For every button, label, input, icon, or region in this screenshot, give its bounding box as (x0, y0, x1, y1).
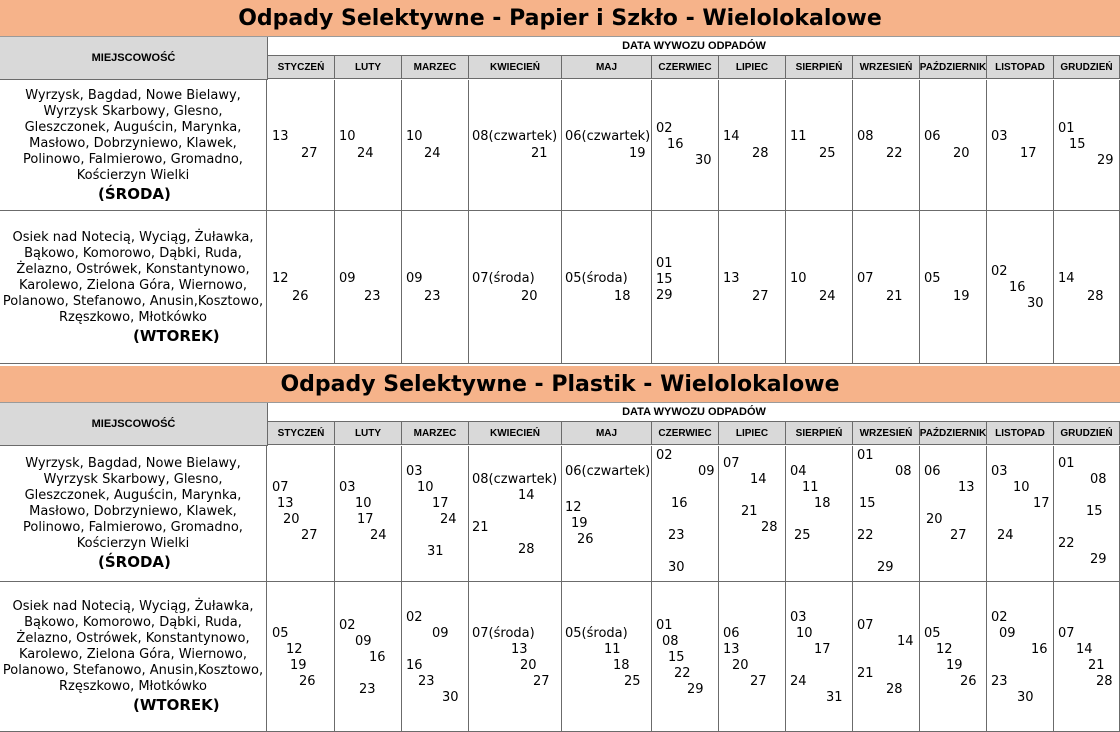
collection-date: 28 (886, 682, 903, 697)
collection-date: 28 (1096, 674, 1113, 689)
month-date-cell (652, 80, 719, 210)
collection-date: 18 (614, 289, 631, 304)
collection-date: 10 (796, 626, 813, 641)
table-row (0, 582, 1120, 732)
collection-date: 31 (826, 690, 843, 705)
collection-date: 01 (857, 448, 874, 463)
collection-date: 10 (355, 496, 372, 511)
location-column-header: MIEJSCOWOŚĆ (0, 37, 268, 80)
collection-date: 14 (750, 472, 767, 487)
month-date-cell (562, 582, 652, 731)
collection-date: 18 (613, 658, 630, 673)
collection-date: 30 (668, 560, 685, 575)
collection-date: 02 (406, 610, 423, 625)
section-title: Odpady Selektywne - Plastik - Wielolokalowe (0, 366, 1120, 403)
collection-date: 08 (1090, 472, 1107, 487)
collection-date: 19 (629, 146, 646, 161)
month-date-cell (562, 211, 652, 363)
collection-date: 23 (991, 674, 1008, 689)
month-date-cell (335, 211, 402, 363)
collection-date: 24 (997, 528, 1014, 543)
collection-weekday: (ŚRODA) (98, 553, 171, 571)
month-date-cell (562, 446, 652, 581)
collection-date: 14 (723, 129, 740, 144)
month-date-cell (1054, 582, 1120, 731)
month-date-cell (469, 211, 562, 363)
month-date-cell (268, 582, 335, 731)
collection-date: 05 (924, 626, 941, 641)
month-date-cell (652, 211, 719, 363)
collection-date: 23 (359, 682, 376, 697)
collection-date: 15 (1069, 137, 1086, 152)
collection-date: 16 (406, 658, 423, 673)
collection-date: 07 (1058, 626, 1075, 641)
table-row (0, 211, 1120, 364)
table-row (0, 80, 1120, 211)
collection-date: 16 (1031, 642, 1048, 657)
month-header: WRZESIEŃ (853, 422, 920, 445)
collection-date: 30 (1017, 690, 1034, 705)
collection-date: 17 (814, 642, 831, 657)
month-header: LISTOPAD (987, 422, 1054, 445)
collection-date: 09 (698, 464, 715, 479)
month-header: WRZESIEŃ (853, 56, 920, 79)
collection-date: 19 (571, 516, 588, 531)
month-date-cell (268, 446, 335, 581)
month-date-cell (920, 211, 987, 363)
month-date-cell (786, 582, 853, 731)
collection-date: 27 (752, 289, 769, 304)
collection-date: 27 (750, 674, 767, 689)
collection-date: 16 (1009, 280, 1026, 295)
collection-date: 24 (370, 528, 387, 543)
collection-date: 05 (272, 626, 289, 641)
collection-date: 03 (790, 610, 807, 625)
month-header: CZERWIEC (652, 422, 719, 445)
month-header: LIPIEC (719, 422, 786, 445)
collection-date: 10 (339, 129, 356, 144)
collection-date: 14 (1058, 271, 1075, 286)
month-header: CZERWIEC (652, 56, 719, 79)
collection-date: 25 (794, 528, 811, 543)
location-list: Wyrzysk, Bagdad, Nowe Bielawy, Wyrzysk Skarbowy, Glesno, Gleszczonek, Auguścin, Marynka, Masłowo, Dobrzyniewo, Klawek, Polinowo, Falmierowo, Gromadno, Kościerzyn Wielki (23, 87, 243, 183)
collection-date: 02 (656, 121, 673, 136)
month-header: MAJ (562, 56, 652, 79)
month-date-cell (1054, 446, 1120, 581)
collection-date: 27 (950, 528, 967, 543)
collection-date: 04 (790, 464, 807, 479)
month-date-cell (652, 446, 719, 581)
collection-date: 18 (814, 496, 831, 511)
month-date-cell (853, 446, 920, 581)
collection-date: 30 (442, 690, 459, 705)
collection-date: 26 (960, 674, 977, 689)
month-header: STYCZEŃ (268, 56, 335, 79)
collection-date: 01 (1058, 121, 1075, 136)
table-header (0, 37, 1120, 80)
collection-date: 22 (1058, 536, 1075, 551)
collection-date: 02 (339, 618, 356, 633)
location-cell (0, 582, 267, 731)
location-column-header: MIEJSCOWOŚĆ (0, 403, 268, 446)
collection-date: 29 (656, 288, 673, 303)
collection-weekday: (WTOREK) (133, 326, 220, 345)
collection-date: 27 (301, 528, 318, 543)
collection-date: 03 (991, 129, 1008, 144)
month-header: KWIECIEŃ (469, 56, 562, 79)
collection-date: 16 (369, 650, 386, 665)
month-date-cell (335, 80, 402, 210)
collection-date: 09 (999, 626, 1016, 641)
collection-date: 05 (924, 271, 941, 286)
month-date-cell (987, 80, 1054, 210)
month-date-cell (853, 211, 920, 363)
collection-date: 03 (991, 464, 1008, 479)
location-list: Osiek nad Notecią, Wyciąg, Żuławka, Bąkowo, Komorowo, Dąbki, Ruda, Żelazno, Ostrówek, Konstantynowo, Karolewo, Zielona Góra, Wiernowo, Polanowo, Stefanowo, Anusin,Kosztowo, Rzęszkowo, Młotkówko (2, 599, 264, 694)
month-header: MARZEC (402, 56, 469, 79)
collection-date: 08 (662, 634, 679, 649)
collection-date: 16 (667, 137, 684, 152)
month-date-cell (402, 446, 469, 581)
collection-date: 15 (668, 650, 685, 665)
collection-weekday: (ŚRODA) (98, 184, 171, 203)
collection-date: 26 (299, 674, 316, 689)
month-header: GRUDZIEŃ (1054, 422, 1120, 445)
collection-date: 23 (418, 674, 435, 689)
collection-date: 12 (936, 642, 953, 657)
month-header: LISTOPAD (987, 56, 1054, 79)
month-header: KWIECIEŃ (469, 422, 562, 445)
table-row (0, 446, 1120, 582)
month-date-cell (469, 446, 562, 581)
collection-date: 13 (723, 271, 740, 286)
month-date-cell (987, 446, 1054, 581)
month-date-cell (469, 582, 562, 731)
collection-date: 28 (752, 146, 769, 161)
collection-date: 20 (521, 289, 538, 304)
collection-date: 16 (671, 496, 688, 511)
collection-date: 21 (531, 146, 548, 161)
collection-date: 15 (1086, 504, 1103, 519)
collection-date: 17 (357, 512, 374, 527)
collection-date: 21 (741, 504, 758, 519)
collection-date: 09 (355, 634, 372, 649)
collection-date: 30 (1027, 296, 1044, 311)
collection-date: 12 (286, 642, 303, 657)
collection-date: 29 (687, 682, 704, 697)
collection-date: 25 (819, 146, 836, 161)
month-date-cell (1054, 211, 1120, 363)
location-cell (0, 80, 267, 210)
collection-date: 06(czwartek) (565, 464, 651, 479)
collection-date: 28 (518, 542, 535, 557)
month-date-cell (469, 80, 562, 210)
location-list: Osiek nad Notecią, Wyciąg, Żuławka, Bąkowo, Komorowo, Dąbki, Ruda, Żelazno, Ostrówek, Konstantynowo, Karolewo, Zielona Góra, Wiernowo, Polanowo, Stefanowo, Anusin,Kosztowo, Rzęszkowo, Młotkówko (2, 229, 264, 325)
month-date-cell (920, 446, 987, 581)
collection-date: 22 (886, 146, 903, 161)
collection-date: 29 (1090, 552, 1107, 567)
collection-weekday: (WTOREK) (133, 696, 220, 714)
collection-date: 06 (924, 129, 941, 144)
collection-date: 20 (926, 512, 943, 527)
collection-date: 24 (440, 512, 457, 527)
collection-date: 13 (958, 480, 975, 495)
collection-date: 08 (857, 129, 874, 144)
collection-date: 06(czwartek) (565, 129, 651, 144)
collection-date: 11 (802, 480, 819, 495)
collection-date: 27 (533, 674, 550, 689)
month-date-cell (652, 582, 719, 731)
collection-date: 09 (339, 271, 356, 286)
collection-date: 15 (656, 272, 673, 287)
collection-date: 21 (857, 666, 874, 681)
month-date-cell (402, 80, 469, 210)
collection-date: 10 (417, 480, 434, 495)
section-title: Odpady Selektywne - Papier i Szkło - Wielolokalowe (0, 0, 1120, 37)
collection-date: 06 (924, 464, 941, 479)
collection-date: 28 (761, 520, 778, 535)
collection-date: 15 (859, 496, 876, 511)
collection-date: 12 (272, 271, 289, 286)
collection-date: 17 (1020, 146, 1037, 161)
collection-date: 08(czwartek) (472, 129, 558, 144)
month-date-cell (853, 80, 920, 210)
month-date-cell (402, 211, 469, 363)
month-date-cell (335, 582, 402, 731)
collection-date: 21 (472, 520, 489, 535)
collection-date: 20 (283, 512, 300, 527)
month-header: MARZEC (402, 422, 469, 445)
collection-date: 08(czwartek) (472, 472, 558, 487)
month-date-cell (920, 582, 987, 731)
collection-date: 07(środa) (472, 626, 535, 641)
month-header: SIERPIEŃ (786, 422, 853, 445)
collection-date: 08 (895, 464, 912, 479)
month-date-cell (562, 80, 652, 210)
collection-date: 10 (1013, 480, 1030, 495)
month-header: GRUDZIEŃ (1054, 56, 1120, 79)
collection-date: 14 (897, 634, 914, 649)
collection-date: 23 (364, 289, 381, 304)
collection-date: 06 (723, 626, 740, 641)
month-header: SIERPIEŃ (786, 56, 853, 79)
collection-date: 14 (1076, 642, 1093, 657)
month-date-cell (268, 211, 335, 363)
collection-date: 26 (577, 532, 594, 547)
collection-date: 17 (432, 496, 449, 511)
location-cell (0, 446, 267, 581)
month-header: LIPIEC (719, 56, 786, 79)
collection-date: 19 (946, 658, 963, 673)
collection-date: 09 (406, 271, 423, 286)
month-date-cell (786, 446, 853, 581)
dates-column-header: DATA WYWOZU ODPADÓW (268, 403, 1120, 422)
collection-date: 13 (272, 129, 289, 144)
collection-date: 14 (518, 488, 535, 503)
collection-date: 23 (668, 528, 685, 543)
collection-date: 22 (674, 666, 691, 681)
collection-date: 21 (886, 289, 903, 304)
collection-date: 24 (819, 289, 836, 304)
month-header: MAJ (562, 422, 652, 445)
collection-date: 25 (624, 674, 641, 689)
month-date-cell (719, 80, 786, 210)
month-date-cell (987, 211, 1054, 363)
collection-date: 27 (301, 146, 318, 161)
collection-date: 07 (857, 271, 874, 286)
collection-date: 26 (292, 289, 309, 304)
month-date-cell (920, 80, 987, 210)
collection-date: 09 (432, 626, 449, 641)
collection-date: 05(środa) (565, 271, 628, 286)
month-date-cell (719, 211, 786, 363)
month-date-cell (268, 80, 335, 210)
month-date-cell (402, 582, 469, 731)
collection-date: 21 (1088, 658, 1105, 673)
collection-date: 01 (656, 618, 673, 633)
month-header: PAŹDZIERNIK (920, 422, 987, 445)
collection-date: 13 (277, 496, 294, 511)
collection-date: 13 (511, 642, 528, 657)
collection-date: 02 (656, 448, 673, 463)
collection-date: 07 (857, 618, 874, 633)
collection-date: 28 (1087, 289, 1104, 304)
collection-date: 03 (339, 480, 356, 495)
collection-date: 20 (953, 146, 970, 161)
collection-date: 07(środa) (472, 271, 535, 286)
collection-date: 01 (656, 256, 673, 271)
collection-date: 30 (695, 153, 712, 168)
month-date-cell (1054, 80, 1120, 210)
collection-date: 10 (406, 129, 423, 144)
collection-date: 02 (991, 264, 1008, 279)
collection-date: 11 (790, 129, 807, 144)
collection-date: 20 (732, 658, 749, 673)
collection-date: 07 (272, 480, 289, 495)
table-header (0, 403, 1120, 446)
location-list: Wyrzysk, Bagdad, Nowe Bielawy, Wyrzysk Skarbowy, Glesno, Gleszczonek, Auguścin, Marynka, Masłowo, Dobrzyniewo, Klawek, Polinowo, Falmierowo, Gromadno, Kościerzyn Wielki (23, 456, 243, 551)
month-date-cell (335, 446, 402, 581)
collection-date: 19 (290, 658, 307, 673)
month-date-cell (853, 582, 920, 731)
month-date-cell (719, 582, 786, 731)
collection-date: 02 (991, 610, 1008, 625)
month-date-cell (719, 446, 786, 581)
collection-date: 10 (790, 271, 807, 286)
collection-date: 31 (427, 544, 444, 559)
collection-date: 20 (520, 658, 537, 673)
collection-date: 24 (424, 146, 441, 161)
month-header: PAŹDZIERNIK (920, 56, 987, 79)
month-date-cell (987, 582, 1054, 731)
month-date-cell (786, 211, 853, 363)
month-header: LUTY (335, 422, 402, 445)
month-header: STYCZEŃ (268, 422, 335, 445)
month-header: LUTY (335, 56, 402, 79)
collection-date: 23 (424, 289, 441, 304)
collection-date: 29 (1097, 153, 1114, 168)
collection-date: 03 (406, 464, 423, 479)
collection-date: 11 (604, 642, 621, 657)
month-date-cell (786, 80, 853, 210)
collection-date: 12 (565, 500, 582, 515)
collection-date: 01 (1058, 456, 1075, 471)
collection-date: 13 (723, 642, 740, 657)
collection-date: 29 (877, 560, 894, 575)
location-cell (0, 211, 267, 363)
collection-date: 05(środa) (565, 626, 628, 641)
dates-column-header: DATA WYWOZU ODPADÓW (268, 37, 1120, 56)
collection-date: 19 (953, 289, 970, 304)
collection-date: 22 (857, 528, 874, 543)
collection-date: 24 (357, 146, 374, 161)
collection-date: 24 (790, 674, 807, 689)
collection-date: 07 (723, 456, 740, 471)
collection-date: 17 (1033, 496, 1050, 511)
